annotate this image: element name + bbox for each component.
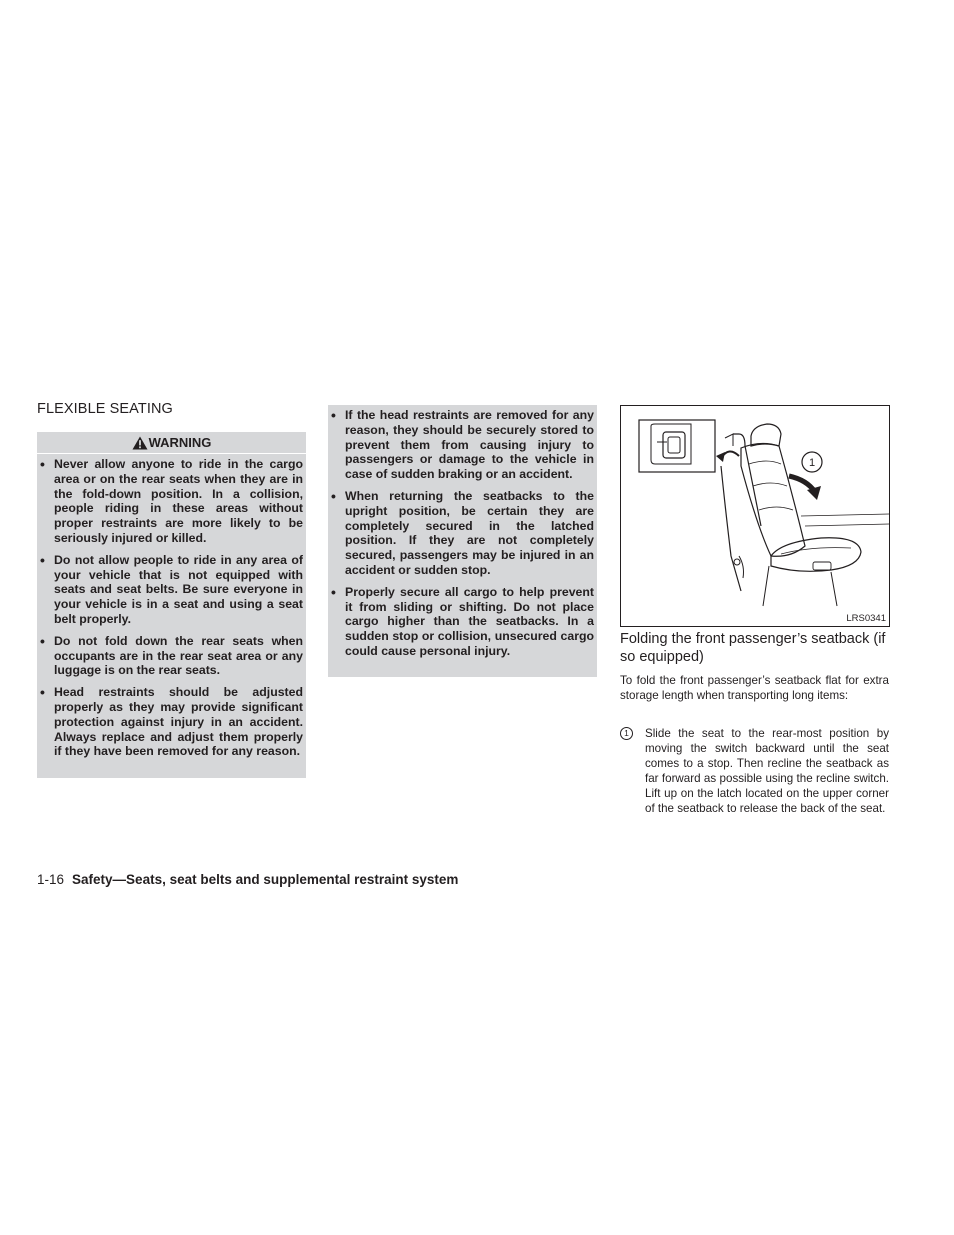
headrest-outline: [751, 424, 781, 446]
warning-item: • Do not fold down the rear seats when occupants are in the rear seat area or any luggage is on the rear seats.: [37, 634, 306, 678]
warning-list-col2: [328, 408, 597, 666]
warning-heading: [37, 432, 306, 454]
chapter-title: Safety—Seats, seat belts and supplemental restraint system: [72, 872, 459, 887]
step-item: [620, 726, 889, 816]
warning-box: [37, 432, 306, 778]
cushion-outline: [771, 538, 861, 572]
step-text: Slide the seat to the rear-most position by moving the switch backward until the seat comes to a stop. Then recline the seatback as far forward as possible using the recline switch. Lift up on the latch located on the upper corner of the seatback to release the back of the seat.: [645, 727, 889, 815]
page-number: 1-16: [37, 872, 65, 887]
subsection-heading: Folding the front passenger’s seatback (if so equipped): [620, 631, 886, 665]
seat-switch-icon: [813, 562, 831, 570]
warning-item: • When returning the seatbacks to the upright position, be certain they are completely secured in the latched position. If they are not completely secured, passengers may be injured in an accident or sudden stop.: [328, 489, 597, 578]
warning-item: • Head restraints should be adjusted properly as they may provide significant protection against injury in an accident. Always replace and adjust them properly if they have been removed for any reason.: [37, 685, 306, 759]
warning-label: WARNING: [148, 435, 212, 450]
warning-triangle-icon: [132, 436, 148, 450]
section-title: FLEXIBLE SEATING: [37, 401, 173, 417]
warning-item: • Do not allow people to ride in any area of your vehicle that is not equipped with seats and seat belts. Be sure everyone in your vehicle is in a seat and using a seat belt properly.: [37, 553, 306, 627]
warning-item: • Properly secure all cargo to help prevent it from sliding or shifting. Do not place cargo higher than the seatbacks. In a sudden stop or collision, unsecured cargo could cause personal injury.: [328, 585, 597, 659]
seat-drawing: [621, 406, 889, 611]
step-number-badge: 1: [620, 727, 633, 740]
warning-box-continued: [328, 405, 597, 677]
warning-item: • Never allow anyone to ride in the cargo area or on the rear seats when they are in the fold-down position. In a collision, people riding in these areas without proper restraints are more likely to be seriously injured or killed.: [37, 457, 306, 546]
intro-paragraph: To fold the front passenger’s seatback flat for extra storage length when transporting long items:: [620, 674, 889, 702]
warning-item: • If the head restraints are removed for any reason, they should be securely stored to prevent them from causing injury to passengers or damage to the vehicle in case of sudden braking or an accident.: [328, 408, 597, 482]
seatback-outline: [741, 443, 805, 556]
page-footer: [37, 872, 458, 887]
warning-list-col1: [37, 457, 306, 766]
callout-number: 1: [808, 457, 816, 469]
figure-code: LRS0341: [846, 613, 886, 624]
seatback-illustration: [620, 405, 890, 627]
